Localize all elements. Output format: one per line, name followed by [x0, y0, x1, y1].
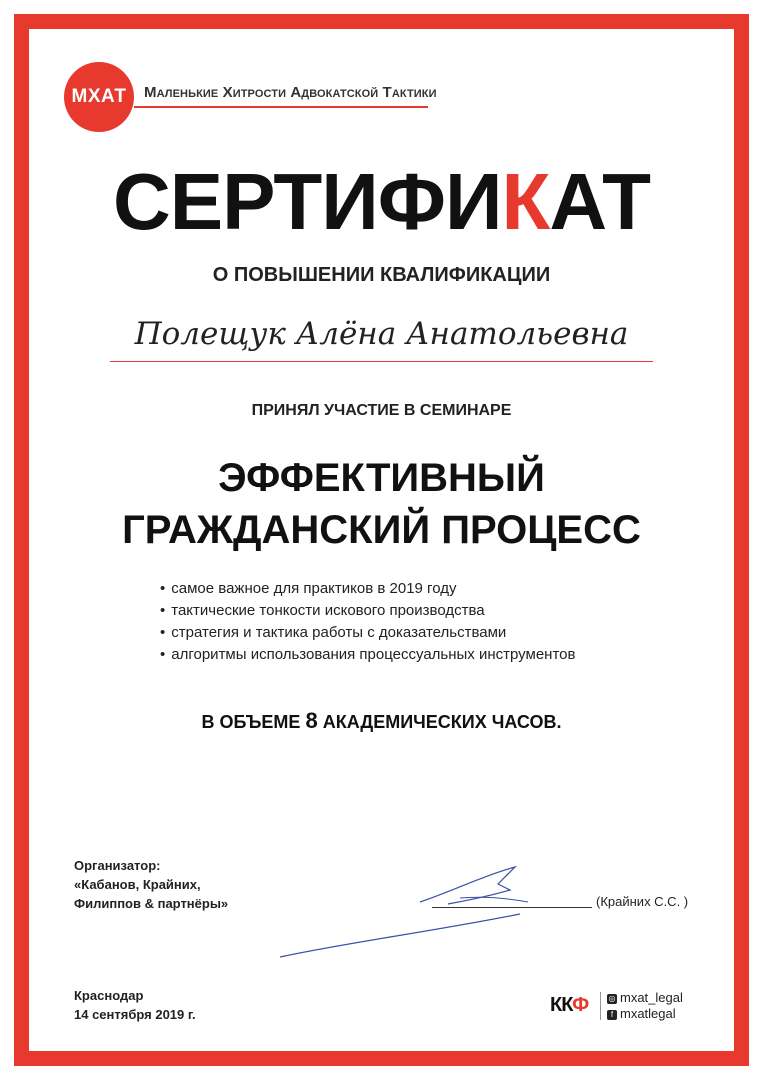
- instagram-icon: ◎: [608, 993, 616, 1003]
- topic-item: • стратегия и тактика работы с доказательствами: [160, 622, 575, 644]
- kkf-logo: [550, 994, 588, 1017]
- recipient-name: Полещук Алёна Анатольевна: [134, 316, 629, 352]
- instagram-handle: mxat_legal: [620, 990, 683, 1005]
- participation-text: ПРИНЯЛ УЧАСТИЕ В СЕМИНАРЕ: [251, 402, 512, 419]
- footer-separator: [600, 992, 601, 1020]
- mxat-logo: [64, 62, 134, 132]
- kkf-logo-highlight: Ф: [572, 994, 589, 1016]
- issue-date: 14 сентября 2019 г.: [74, 1007, 196, 1022]
- topic-item: • алгоритмы использования процессуальных инструментов: [160, 644, 575, 666]
- organizer-block: [74, 856, 228, 913]
- signature-line: [432, 907, 592, 908]
- facebook-handle: mxatlegal: [620, 1006, 676, 1021]
- recipient-underline: [110, 361, 653, 362]
- facebook-icon: f: [607, 1010, 617, 1020]
- organizer-line2: Филиппов & партнёры»: [74, 896, 229, 911]
- volume-suffix: АКАДЕМИЧЕСКИХ ЧАСОВ.: [322, 712, 562, 732]
- social-links: [607, 990, 683, 1022]
- mxat-logo-text: МХАТ: [71, 86, 127, 107]
- brand-underline: [134, 106, 428, 108]
- issue-city: Краснодар: [74, 988, 144, 1003]
- volume-prefix: В ОБЪЕМЕ: [201, 712, 301, 732]
- certificate-title: [0, 157, 763, 246]
- topics-list: [160, 578, 575, 666]
- topic-item: • тактические тонкости искового производства: [160, 600, 575, 622]
- volume-hours: 8: [305, 708, 318, 733]
- organizer-line1: «Кабанов, Крайних,: [74, 877, 201, 892]
- certificate-subtitle: О ПОВЫШЕНИИ КВАЛИФИКАЦИИ: [212, 264, 551, 286]
- volume-text: [0, 708, 763, 734]
- organizer-label: Организатор:: [74, 858, 161, 873]
- kkf-logo-text: КК: [550, 994, 573, 1016]
- signer-name: (Крайних С.С. ): [596, 894, 689, 909]
- signature: [270, 862, 530, 962]
- title-part2: АТ: [549, 157, 651, 246]
- title-part1: СЕРТИФИ: [112, 157, 502, 246]
- brand-name: Маленькие Хитрости Адвокатской Тактики: [144, 84, 437, 101]
- issue-info: [74, 986, 196, 1024]
- seminar-title: [0, 452, 763, 556]
- topic-item: • самое важное для практиков в 2019 году: [160, 578, 575, 600]
- title-highlight: К: [501, 157, 550, 246]
- seminar-title-line1: ЭФФЕКТИВНЫЙ: [218, 456, 545, 500]
- seminar-title-line2: ГРАЖДАНСКИЙ ПРОЦЕСС: [122, 508, 641, 552]
